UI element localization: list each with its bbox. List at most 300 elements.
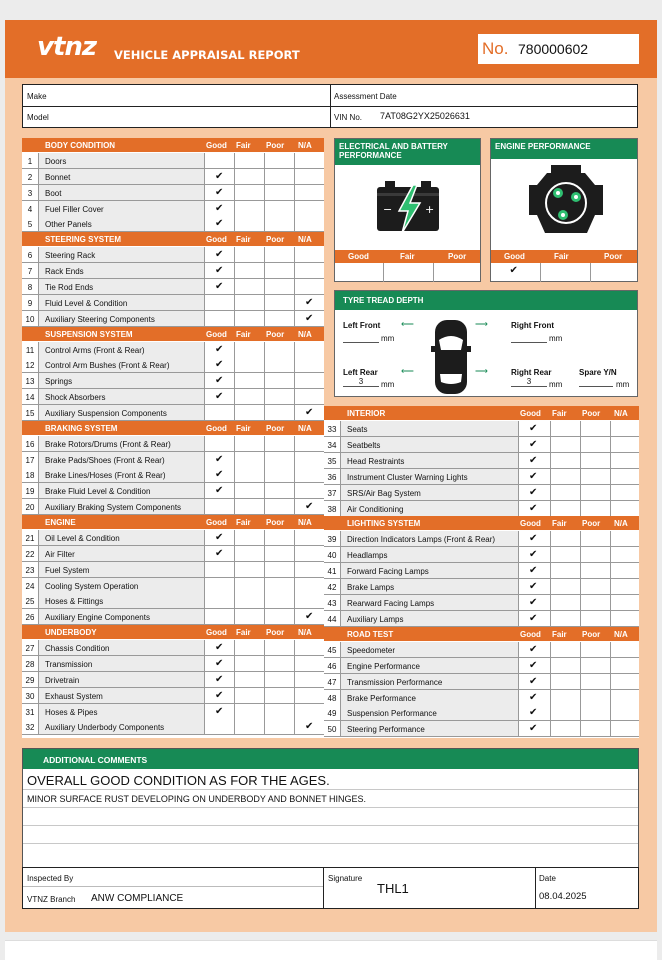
grade-checkbox[interactable]	[204, 295, 234, 310]
grade-checkbox[interactable]	[294, 216, 324, 231]
grade-checkbox[interactable]	[204, 704, 234, 719]
checklist-row	[22, 405, 324, 421]
grade-checkbox[interactable]	[264, 499, 294, 514]
grade-checkbox[interactable]	[550, 642, 580, 657]
checklist-row	[22, 609, 324, 625]
grade-checkbox[interactable]	[580, 501, 610, 516]
grade-checkbox[interactable]	[204, 279, 234, 294]
signoff-footer	[22, 867, 639, 909]
grade-checkbox[interactable]	[518, 595, 548, 610]
grade-checkbox[interactable]	[294, 279, 324, 294]
grade-checkbox[interactable]	[294, 656, 324, 671]
grade-checkbox[interactable]	[264, 593, 294, 608]
grade-checkbox[interactable]	[550, 611, 580, 626]
grade-good-label: Good	[348, 252, 369, 261]
item-label: Doors	[45, 157, 67, 166]
item-number: 4	[27, 204, 33, 214]
grade-checkbox[interactable]	[580, 705, 610, 720]
vin-label: VIN No.	[334, 113, 363, 122]
item-label: Air Filter	[45, 549, 75, 559]
grade-checkbox[interactable]	[518, 721, 548, 736]
grade-checkbox[interactable]	[518, 469, 548, 484]
grade-checkbox[interactable]	[234, 153, 264, 168]
grade-checkbox[interactable]	[204, 483, 234, 498]
grade-checkbox[interactable]	[234, 593, 264, 608]
item-label: Instrument Cluster Warning Lights	[347, 472, 468, 482]
item-number: 37	[327, 488, 337, 498]
grade-checkbox[interactable]	[204, 311, 234, 326]
grade-checkbox[interactable]	[518, 547, 548, 562]
grade-checkbox[interactable]	[518, 611, 548, 626]
grade-checkbox[interactable]	[234, 279, 264, 294]
report-number-box	[478, 34, 639, 64]
grade-checkbox[interactable]	[264, 216, 294, 231]
grade-checkbox[interactable]	[264, 279, 294, 294]
grade-checkbox[interactable]	[204, 169, 234, 184]
grade-checkbox[interactable]	[204, 263, 234, 278]
checkmark-icon: ✔	[215, 547, 224, 559]
item-number: 41	[327, 567, 337, 577]
grade-checkbox[interactable]	[204, 530, 234, 545]
item-number: 33	[327, 425, 337, 434]
grade-checkbox[interactable]	[204, 593, 234, 608]
checklist-row	[22, 640, 324, 656]
grade-checkbox[interactable]	[264, 672, 294, 687]
grade-checkbox[interactable]	[234, 640, 264, 655]
grade-checkbox[interactable]	[234, 483, 264, 498]
grade-checkbox[interactable]	[234, 499, 264, 514]
item-label: Tie Rod Ends	[45, 282, 94, 292]
grade-checkbox[interactable]	[580, 674, 610, 689]
grade-checkbox[interactable]	[264, 295, 294, 310]
grade-checkbox[interactable]	[204, 562, 234, 577]
grade-fair-label: Fair	[400, 252, 415, 261]
grade-checkbox[interactable]	[264, 688, 294, 703]
grade-checkbox[interactable]	[610, 437, 640, 452]
grade-checkbox[interactable]	[294, 609, 324, 624]
grade-checkbox[interactable]	[204, 357, 234, 372]
model-label: Model	[27, 113, 49, 122]
grade-checkbox[interactable]	[294, 153, 324, 168]
item-number: 13	[25, 377, 35, 387]
grade-checkbox[interactable]	[234, 530, 264, 545]
grade-checkbox[interactable]	[264, 153, 294, 168]
grade-checkbox[interactable]	[264, 452, 294, 467]
grade-checkbox[interactable]	[204, 578, 234, 593]
rule-line	[23, 843, 638, 844]
grade-checkbox[interactable]	[234, 672, 264, 687]
grade-checkbox[interactable]	[610, 721, 640, 736]
grade-checkbox[interactable]	[204, 499, 234, 514]
grade-checkbox[interactable]	[234, 357, 264, 372]
grade-checkbox[interactable]	[294, 373, 324, 388]
grade-checkbox[interactable]	[234, 342, 264, 357]
grade-checkbox[interactable]	[294, 640, 324, 655]
grade-checkbox[interactable]	[234, 546, 264, 561]
item-label: Shock Absorbers	[45, 393, 106, 403]
grade-checkbox[interactable]	[580, 611, 610, 626]
item-label: Direction Indicators Lamps (Front & Rear)	[347, 535, 496, 545]
grade-checkbox[interactable]	[204, 609, 234, 624]
grade-column-label: Good	[520, 629, 541, 639]
comment-line-1[interactable]: OVERALL GOOD CONDITION AS FOR THE AGES.	[27, 773, 330, 788]
checkmark-icon: ✔	[529, 597, 538, 608]
grade-checkbox[interactable]	[264, 704, 294, 719]
checkmark-icon: ✔	[529, 533, 538, 545]
item-label: Transmission Performance	[347, 677, 443, 687]
grade-checkbox[interactable]	[294, 263, 324, 278]
grade-checkbox[interactable]	[294, 704, 324, 719]
grade-checkbox[interactable]	[264, 609, 294, 624]
divider	[38, 311, 39, 326]
grade-checkbox[interactable]	[518, 642, 548, 657]
svg-text:−: −	[383, 203, 393, 216]
item-number: 2	[27, 172, 33, 182]
electrical-grade-row[interactable]	[335, 263, 482, 282]
grade-checkbox[interactable]	[580, 531, 610, 546]
grade-checkbox[interactable]	[264, 389, 294, 404]
grade-checkbox[interactable]	[610, 485, 640, 500]
grade-checkbox[interactable]	[580, 469, 610, 484]
grade-checkbox[interactable]	[550, 674, 580, 689]
grade-checkbox[interactable]	[204, 216, 234, 231]
grade-poor-label: Poor	[448, 252, 467, 261]
grade-checkbox[interactable]	[294, 185, 324, 200]
grade-checkbox[interactable]	[580, 563, 610, 578]
checkmark-icon: ✔	[529, 675, 538, 687]
right-rear-value[interactable]: 3	[526, 377, 532, 386]
grade-checkbox[interactable]	[294, 295, 324, 310]
grade-checkbox[interactable]	[234, 436, 264, 451]
divider	[38, 467, 39, 482]
grade-checkbox[interactable]	[234, 247, 264, 262]
grade-checkbox[interactable]	[518, 437, 548, 452]
grade-checkbox[interactable]	[204, 452, 234, 467]
signature-value: THL1	[377, 881, 409, 896]
grade-checkbox[interactable]	[294, 436, 324, 451]
grade-checkbox[interactable]	[234, 467, 264, 482]
right-rear-line	[511, 386, 547, 387]
grade-checkbox[interactable]	[204, 247, 234, 262]
grade-checkbox[interactable]	[580, 547, 610, 562]
checkmark-icon: ✔	[215, 469, 224, 481]
grade-checkbox[interactable]	[610, 705, 640, 720]
rule-line	[23, 807, 638, 808]
grade-checkbox[interactable]	[580, 579, 610, 594]
grade-column-label: Poor	[266, 329, 285, 339]
grade-checkbox[interactable]	[234, 704, 264, 719]
grade-column-label: Poor	[582, 519, 601, 529]
divider	[38, 201, 39, 216]
grade-checkbox[interactable]	[610, 469, 640, 484]
grade-checkbox[interactable]	[610, 453, 640, 468]
grade-checkbox[interactable]	[294, 169, 324, 184]
item-number: 42	[327, 583, 337, 593]
item-number: 28	[25, 659, 35, 669]
battery-icon	[373, 179, 443, 235]
grade-checkbox[interactable]	[518, 453, 548, 468]
grade-checkbox[interactable]	[264, 357, 294, 372]
item-number: 38	[327, 504, 337, 514]
grade-checkbox[interactable]	[550, 453, 580, 468]
grade-checkbox[interactable]	[264, 530, 294, 545]
electrical-grade-header	[335, 250, 480, 263]
grade-checkbox[interactable]	[550, 485, 580, 500]
grade-checkbox[interactable]	[610, 421, 640, 436]
divider	[340, 421, 341, 436]
grade-checkbox[interactable]	[204, 688, 234, 703]
grade-checkbox[interactable]	[204, 342, 234, 357]
grade-column-label: Poor	[266, 235, 285, 245]
grade-checkbox[interactable]	[550, 501, 580, 516]
grade-checkbox[interactable]	[610, 531, 640, 546]
grade-checkbox[interactable]	[264, 201, 294, 216]
grade-checkbox[interactable]	[204, 201, 234, 216]
grade-checkbox[interactable]	[294, 342, 324, 357]
vehicle-info	[22, 84, 638, 128]
grade-checkbox[interactable]	[234, 216, 264, 231]
grade-checkbox[interactable]	[294, 452, 324, 467]
grade-column-label: N/A	[298, 628, 312, 638]
grade-checkbox[interactable]	[264, 562, 294, 577]
grade-checkbox[interactable]	[550, 563, 580, 578]
divider	[38, 640, 39, 655]
grade-column-label: Poor	[266, 518, 285, 527]
grade-checkbox[interactable]	[518, 531, 548, 546]
grade-checkbox[interactable]	[234, 578, 264, 593]
grade-checkbox[interactable]	[294, 405, 324, 420]
section-title: ENGINE	[45, 518, 76, 527]
grade-checkbox[interactable]	[550, 469, 580, 484]
divider	[340, 501, 341, 516]
grade-checkbox[interactable]	[264, 546, 294, 561]
item-number: 5	[27, 220, 33, 230]
grade-checkbox[interactable]	[550, 531, 580, 546]
grade-checkbox[interactable]	[234, 201, 264, 216]
grade-checkbox[interactable]	[294, 530, 324, 545]
grade-checkbox[interactable]	[610, 690, 640, 705]
item-label: Speedometer	[347, 645, 396, 655]
grade-checkbox[interactable]	[610, 501, 640, 516]
grade-checkbox[interactable]	[264, 405, 294, 420]
grade-checkbox[interactable]	[264, 467, 294, 482]
grade-checkbox[interactable]	[550, 579, 580, 594]
grade-checkbox[interactable]	[204, 719, 234, 734]
item-label: Brake Pads/Shoes (Front & Rear)	[45, 455, 165, 465]
grade-checkbox[interactable]	[234, 405, 264, 420]
grade-checkbox[interactable]	[550, 595, 580, 610]
grade-checkbox[interactable]	[294, 593, 324, 608]
grade-checkbox[interactable]	[264, 263, 294, 278]
grade-checkbox[interactable]	[580, 721, 610, 736]
grade-checkbox[interactable]	[610, 595, 640, 610]
divider	[340, 579, 341, 594]
checklist-row	[324, 453, 639, 469]
grade-column-label: Fair	[236, 141, 251, 150]
grade-column-label: N/A	[614, 519, 628, 529]
left-rear-value[interactable]: 3	[358, 377, 364, 386]
grade-checkbox[interactable]	[204, 436, 234, 451]
grade-checkbox[interactable]	[550, 547, 580, 562]
item-label: Other Panels	[45, 220, 92, 230]
right-checklist	[324, 406, 639, 738]
divider	[38, 169, 39, 184]
grade-checkbox[interactable]	[294, 483, 324, 498]
grade-checkbox[interactable]	[550, 658, 580, 673]
grade-checkbox[interactable]	[550, 721, 580, 736]
grade-checkbox[interactable]	[610, 674, 640, 689]
grade-checkbox[interactable]	[550, 705, 580, 720]
grade-checkbox[interactable]	[518, 563, 548, 578]
grade-checkbox[interactable]	[234, 719, 264, 734]
grade-checkbox[interactable]	[294, 719, 324, 734]
grade-checkbox[interactable]	[294, 546, 324, 561]
checklist-row	[22, 483, 324, 499]
grade-checkbox[interactable]	[204, 672, 234, 687]
grade-checkbox[interactable]	[204, 153, 234, 168]
grade-checkbox[interactable]	[294, 247, 324, 262]
grade-checkbox[interactable]	[518, 705, 548, 720]
grade-checkbox[interactable]	[234, 609, 264, 624]
divider	[38, 263, 39, 278]
checklist-row	[22, 562, 324, 578]
grade-checkbox[interactable]	[264, 169, 294, 184]
grade-checkbox[interactable]	[264, 342, 294, 357]
checklist-row	[324, 547, 639, 563]
grade-checkbox[interactable]	[294, 688, 324, 703]
item-label: Auxiliary Engine Components	[45, 613, 150, 623]
grade-checkbox[interactable]	[204, 546, 234, 561]
checklist-row	[22, 578, 324, 594]
grade-column-label: Fair	[236, 518, 251, 527]
grade-checkbox[interactable]	[204, 405, 234, 420]
grade-checkbox[interactable]	[550, 421, 580, 436]
grade-checkbox[interactable]	[234, 311, 264, 326]
grade-checkbox[interactable]	[580, 595, 610, 610]
grade-checkbox[interactable]	[580, 485, 610, 500]
grade-checkbox[interactable]	[264, 185, 294, 200]
grade-checkbox[interactable]	[204, 656, 234, 671]
divider	[38, 483, 39, 498]
grade-checkbox[interactable]	[518, 690, 548, 705]
grade-checkbox[interactable]	[518, 421, 548, 436]
grade-checkbox[interactable]	[294, 499, 324, 514]
grade-checkbox[interactable]	[234, 562, 264, 577]
divider	[38, 373, 39, 388]
grade-checkbox[interactable]	[234, 295, 264, 310]
checklist-row	[324, 531, 639, 547]
grade-checkbox[interactable]	[234, 373, 264, 388]
divider	[38, 216, 39, 231]
assessment-date-label: Assessment Date	[334, 92, 397, 101]
grade-checkbox[interactable]	[550, 690, 580, 705]
grade-checkbox[interactable]	[264, 247, 294, 262]
grade-checkbox[interactable]	[264, 719, 294, 734]
grade-checkbox[interactable]	[294, 562, 324, 577]
section-header	[324, 516, 639, 530]
grade-checkbox[interactable]	[204, 467, 234, 482]
grade-checkbox[interactable]	[264, 656, 294, 671]
grade-checkbox[interactable]	[234, 688, 264, 703]
item-label: Brake Fluid Level & Condition	[45, 487, 151, 497]
checklist-row	[22, 704, 324, 720]
grade-checkbox[interactable]	[580, 658, 610, 673]
divider	[340, 658, 341, 673]
checklist-row	[22, 247, 324, 263]
grade-checkbox[interactable]	[264, 436, 294, 451]
checkmark-icon: ✔	[529, 565, 538, 577]
grade-checkbox[interactable]	[294, 311, 324, 326]
electrical-battery-title: ELECTRICAL AND BATTERY PERFORMANCE	[335, 139, 480, 165]
grade-checkbox[interactable]	[264, 640, 294, 655]
item-label: Boot	[45, 188, 62, 198]
item-label: Control Arms (Front & Rear)	[45, 345, 145, 355]
grade-checkbox[interactable]	[204, 373, 234, 388]
checkmark-icon: ✔	[305, 501, 314, 513]
grade-checkbox[interactable]	[204, 640, 234, 655]
grade-checkbox[interactable]	[518, 658, 548, 673]
grade-checkbox[interactable]	[518, 579, 548, 594]
grade-checkbox[interactable]	[234, 452, 264, 467]
grade-checkbox[interactable]	[264, 483, 294, 498]
comment-line-2[interactable]: MINOR SURFACE RUST DEVELOPING ON UNDERBODY AND BONNET HINGES.	[27, 794, 367, 804]
grade-checkbox[interactable]	[580, 437, 610, 452]
engine-grade-row[interactable]	[491, 263, 639, 282]
item-number: 25	[25, 597, 35, 607]
inspected-by-label: Inspected By	[27, 874, 74, 883]
grade-checkbox[interactable]	[518, 674, 548, 689]
item-number: 18	[25, 471, 35, 481]
grade-checkbox[interactable]	[580, 690, 610, 705]
grade-checkbox[interactable]	[264, 373, 294, 388]
right-front-label: Right Front	[511, 321, 555, 330]
grade-checkbox[interactable]	[610, 611, 640, 626]
grade-checkbox[interactable]	[294, 467, 324, 482]
grade-checkbox[interactable]	[234, 169, 264, 184]
grade-checkbox[interactable]	[294, 357, 324, 372]
grade-checkbox[interactable]	[610, 547, 640, 562]
grade-checkbox[interactable]	[234, 389, 264, 404]
row-label-bg	[39, 185, 204, 200]
grade-checkbox[interactable]	[294, 201, 324, 216]
grade-checkbox[interactable]	[610, 658, 640, 673]
grade-checkbox[interactable]	[610, 642, 640, 657]
divider	[38, 672, 39, 687]
item-number: 34	[327, 440, 337, 450]
grade-checkbox[interactable]	[294, 672, 324, 687]
grade-checkbox[interactable]	[580, 421, 610, 436]
grade-checkbox[interactable]	[204, 389, 234, 404]
grade-checkbox[interactable]	[518, 501, 548, 516]
grade-checkbox[interactable]	[610, 563, 640, 578]
grade-checkbox[interactable]	[550, 437, 580, 452]
grade-checkbox[interactable]	[234, 263, 264, 278]
grade-checkbox[interactable]	[294, 578, 324, 593]
grade-checkbox[interactable]	[234, 185, 264, 200]
grade-checkbox[interactable]	[580, 453, 610, 468]
unit-label: mm	[549, 334, 563, 343]
item-number: 11	[25, 345, 35, 355]
grade-checkbox[interactable]	[518, 485, 548, 500]
grade-checkbox[interactable]	[294, 389, 324, 404]
checkmark-icon: ✔	[215, 218, 224, 230]
grade-checkbox[interactable]	[264, 311, 294, 326]
grade-checkbox[interactable]	[580, 642, 610, 657]
grade-checkbox[interactable]	[264, 578, 294, 593]
grade-checkbox[interactable]	[204, 185, 234, 200]
grade-checkbox[interactable]	[234, 656, 264, 671]
grade-checkbox[interactable]	[610, 579, 640, 594]
